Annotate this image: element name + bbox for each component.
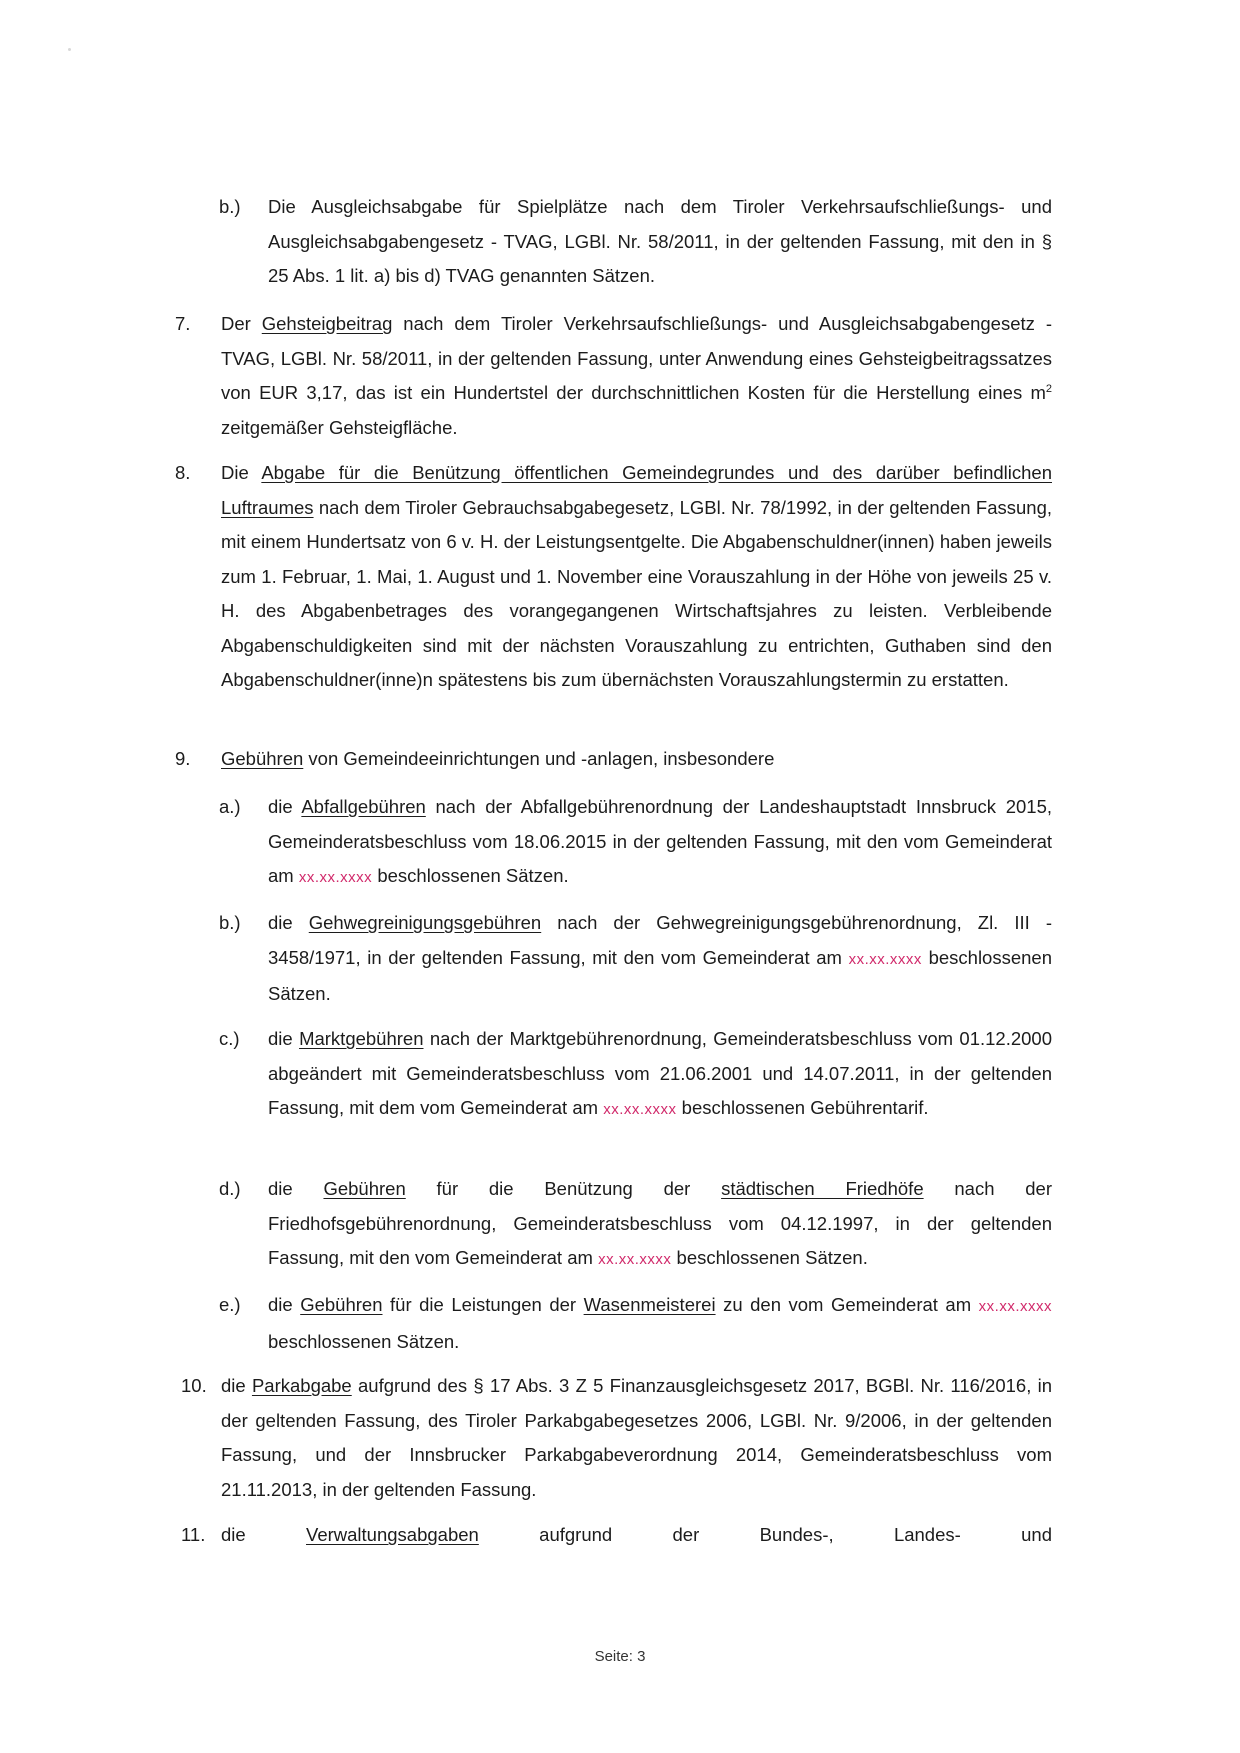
list-item-9 xyxy=(175,742,1052,777)
item-number: 7. xyxy=(175,313,191,334)
item-text: Der xyxy=(221,313,262,334)
item-text: Die xyxy=(221,462,262,483)
list-item-10 xyxy=(181,1369,1053,1507)
page-footer: Seite: 3 xyxy=(594,1648,646,1665)
term-link[interactable]: Gehsteigbeitrag xyxy=(261,313,393,334)
term-link[interactable]: Abfallgebühren xyxy=(301,796,426,817)
item-text: nach der Marktgebührenordnung, Gemeinderatsbeschluss vom 01.12.2000 abgeändert mit Gemeinderatsbeschluss vom 21.06.2001 und 14.07.2011, in der geltenden Fassung, mit dem vom Gemeinderat am xyxy=(268,1028,1052,1118)
item-text: nach der Friedhofsgebührenordnung, Gemeinderatsbeschluss vom 04.12.1997, in der geltenden Fassung, mit den vom Gemeinderat am xyxy=(268,1178,1053,1268)
item-text: nach dem Tiroler Gebrauchsabgabegesetz, LGBl. Nr. 78/1992, in der geltenden Fassung, mit einem Hundertsatz von 6 v. H. der Leistungsentgelte. Die Abgabenschuldner(innen) haben jeweils zum 1. Februar, 1. Mai, 1. August und 1. November eine Vorauszahlung in der Höhe von jeweils 25 v. H. des Abgabenbetrages des vorangegangenen Wirtschaftsjahres zu leisten. Verbleibende Abgabenschuldigkeiten sind mit der nächsten Vorauszahlung zu entrichten, Guthaben sind den Abgabenschuldner(inne)n spätestens bis zum übernächsten Vorauszahlungstermin zu erstatten. xyxy=(221,496,1052,690)
placeholder-date: xx.xx.xxxx xyxy=(978,1298,1052,1315)
item-text: die xyxy=(221,1524,307,1545)
term-link[interactable]: Marktgebühren xyxy=(299,1028,424,1049)
scan-speck xyxy=(68,48,71,51)
item-number: d.) xyxy=(219,1178,241,1199)
placeholder-date: xx.xx.xxxx xyxy=(298,869,373,886)
list-item-8 xyxy=(175,456,1052,698)
item-text: zeitgemäßer Gehsteigfläche. xyxy=(221,416,458,438)
term-link[interactable]: Parkabgabe xyxy=(251,1375,352,1396)
item-text: von Gemeindeeinrichtungen und -anlagen, insbesondere xyxy=(303,748,775,769)
item-text: die xyxy=(268,1178,324,1199)
placeholder-date: xx.xx.xxxx xyxy=(603,1101,677,1118)
term-link[interactable]: Gebühren xyxy=(323,1178,406,1199)
item-text: Die Ausgleichsabgabe für Spielplätze nach dem Tiroler Verkehrsaufschließungs- und Ausgleichsabgabengesetz - TVAG, LGBl. Nr. 58/2011, in der geltenden Fassung, mit den in § 25 Abs. 1 lit. a) bis d) TVAG genannten Sätzen. xyxy=(268,196,1052,286)
item-text: beschlossenen Sätzen. xyxy=(268,1330,460,1352)
item-number: a.) xyxy=(219,796,241,817)
term-link[interactable]: Gebühren xyxy=(300,1294,383,1315)
item-number: 9. xyxy=(175,748,191,769)
list-item-9d xyxy=(219,1172,1053,1278)
item-text: die xyxy=(268,912,309,933)
item-text: nach der Gehwegreinigungsgebührenordnung, Zl. III - 3458/1971, in der geltenden Fassung, mit den vom Gemeinderat am xyxy=(268,912,1053,968)
item-text: nach der Abfallgebührenordnung der Landeshauptstadt Innsbruck 2015, Gemeinderatsbeschluss vom 18.06.2015 in der geltenden Fassung, mit den vom Gemeinderat am xyxy=(268,796,1052,886)
item-text: die xyxy=(268,796,302,817)
term-link[interactable]: Gehwegreinigungsgebühren xyxy=(308,912,542,933)
item-number: 8. xyxy=(175,462,191,483)
item-text: zu den vom Gemeinderat am xyxy=(715,1294,979,1315)
item-text: beschlossenen Sätzen. xyxy=(671,1247,868,1268)
list-item-b xyxy=(219,190,1052,294)
item-text: nach dem Tiroler Verkehrsaufschließungs- und Ausgleichsabgabengesetz - TVAG, LGBl. Nr. 58/2011, in der geltenden Fassung, unter Anwendung eines Gehsteigbeitragssatzes von EUR 3,17, das ist ein Hundertstel der durchschnittlichen Kosten für die Herstellung eines m xyxy=(221,313,1052,403)
item-number: 11. xyxy=(181,1524,206,1545)
item-text: aufgrund der Bundes-, Landes- und xyxy=(478,1524,1052,1545)
list-item-9b xyxy=(219,906,1053,1012)
list-item-11 xyxy=(181,1518,1052,1553)
item-number: e.) xyxy=(219,1294,241,1315)
term-link[interactable]: Wasenmeisterei xyxy=(583,1294,716,1315)
item-text: die xyxy=(221,1375,252,1396)
list-item-9e xyxy=(219,1288,1052,1359)
list-item-7 xyxy=(175,307,1052,445)
term-link[interactable]: Gebühren xyxy=(221,748,304,769)
item-text: die xyxy=(268,1294,301,1315)
item-number: c.) xyxy=(219,1028,240,1049)
item-text: für die Leistungen der xyxy=(382,1294,584,1315)
list-item-9a xyxy=(219,790,1052,896)
superscript: 2 xyxy=(1045,382,1052,395)
item-number: b.) xyxy=(219,196,241,217)
term-link[interactable]: städtischen Friedhöfe xyxy=(721,1178,924,1199)
placeholder-date: xx.xx.xxxx xyxy=(848,950,922,968)
item-text: beschlossenen Sätzen. xyxy=(268,946,1052,1004)
term-link[interactable]: Verwaltungsabgaben xyxy=(306,1524,479,1545)
placeholder-date: xx.xx.xxxx xyxy=(598,1251,672,1268)
item-text: beschlossenen Gebührentarif. xyxy=(676,1097,929,1118)
item-number: 10. xyxy=(181,1375,207,1396)
item-number: b.) xyxy=(219,912,241,933)
list-item-9c xyxy=(219,1022,1052,1128)
item-text: für die Benützung der xyxy=(405,1178,722,1199)
item-text: beschlossenen Sätzen. xyxy=(372,865,569,886)
item-text: aufgrund des § 17 Abs. 3 Z 5 Finanzausgleichsgesetz 2017, BGBl. Nr. 116/2016, in der geltenden Fassung, des Tiroler Parkabgabegesetzes 2006, LGBl. Nr. 9/2006, in der geltenden Fassung, und der Innsbrucker Parkabgabeverordnung 2014, Gemeinderatsbeschluss vom 21.11.2013, in der geltenden Fassung. xyxy=(221,1375,1053,1500)
term-link[interactable]: Abgabe für die Benützung öffentlichen Gemeindegrundes und des darüber befindlichen Luftraumes xyxy=(221,462,1052,518)
item-text: die xyxy=(268,1028,300,1049)
